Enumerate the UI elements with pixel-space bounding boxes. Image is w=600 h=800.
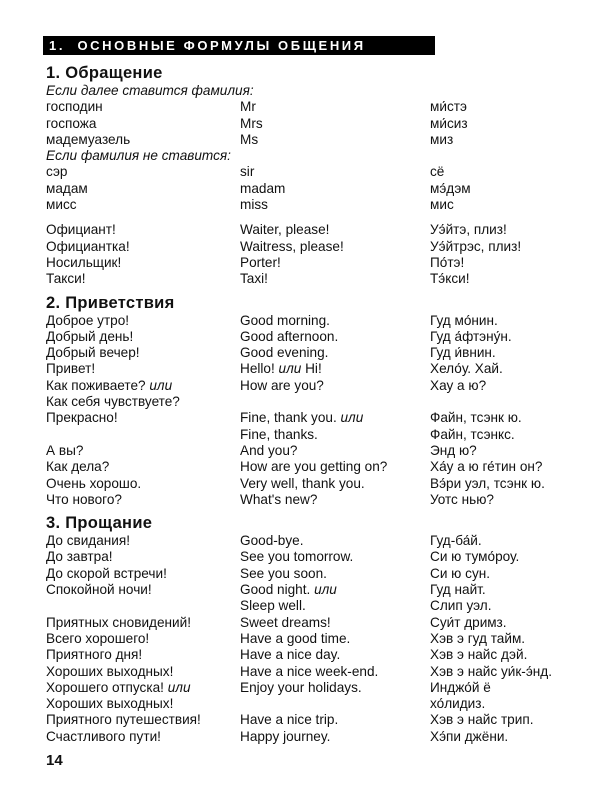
phrase-text: Have a nice day. [240, 647, 341, 663]
or-label: или [278, 361, 302, 377]
phrase-text: Официант! [46, 222, 116, 238]
english-phrase [240, 116, 263, 132]
or-label: или [149, 377, 173, 393]
phrase-content [46, 64, 566, 751]
phrase-row [46, 492, 566, 508]
english-phrase [240, 181, 285, 197]
transcription [430, 255, 464, 271]
english-phrase [240, 615, 331, 631]
russian-phrase [46, 476, 141, 492]
transcription [430, 443, 477, 459]
russian-phrase [46, 549, 113, 565]
russian-phrase [46, 181, 88, 197]
russian-phrase [46, 664, 173, 680]
english-phrase [240, 329, 338, 345]
phrase-text: мадам [46, 180, 88, 196]
english-phrase [240, 222, 329, 238]
russian-phrase [46, 222, 116, 238]
phrase-text: How are you? [240, 377, 324, 393]
transcription [430, 99, 467, 115]
phrase-row [46, 549, 566, 565]
phrase-text: Как себя чувствуете? [46, 394, 180, 410]
russian-phrase [46, 566, 167, 582]
transcription [430, 239, 521, 255]
phrase-row [46, 132, 566, 148]
transcription [430, 566, 490, 582]
phrase-row [46, 394, 566, 410]
phrase-text: Porter! [240, 254, 281, 270]
transcription [430, 271, 470, 287]
english-phrase [240, 255, 281, 271]
section [46, 64, 566, 288]
transcription [430, 345, 496, 361]
english-phrase [240, 132, 258, 148]
phrase-text: госпожа [46, 115, 97, 131]
phrase-text: Enjoy your holidays. [240, 679, 362, 695]
phrase-text: Хау а ю? [430, 377, 487, 393]
phrase-text: Гуд найт. [430, 582, 486, 598]
phrase-text: What's new? [240, 491, 318, 507]
phrase-text: Good-bye. [240, 533, 304, 549]
phrase-text: Привет! [46, 361, 96, 377]
phrase-text: Такси! [46, 271, 86, 287]
phrase-text: Good morning. [240, 312, 330, 328]
phrase-text: Добрый вечер! [46, 345, 140, 361]
phrase-text: Инджо́й ё [430, 679, 491, 695]
phrase-row [46, 427, 566, 443]
transcription [430, 631, 525, 647]
transcription [430, 378, 486, 394]
phrase-text: Hi! [301, 361, 322, 377]
russian-phrase [46, 345, 140, 361]
phrase-row [46, 410, 566, 426]
phrase-row [46, 566, 566, 582]
phrase-text: Mr [240, 99, 256, 115]
phrase-row [46, 680, 566, 696]
phrase-text: сё [430, 164, 445, 180]
phrase-text: До свидания! [46, 533, 131, 549]
phrase-text: Энд ю? [430, 442, 477, 458]
phrase-row [46, 197, 566, 213]
phrase-text: Fine, thank you. [240, 410, 341, 426]
section-note: Если фамилия не ставится: [46, 148, 231, 164]
section-title: 2. Приветствия [46, 293, 175, 312]
phrase-text: Приятного путешествия! [46, 712, 201, 728]
phrase-row [46, 255, 566, 271]
phrase-text: До завтра! [46, 549, 113, 565]
english-phrase [240, 427, 318, 443]
phrase-text: хо́лидиз. [430, 696, 486, 712]
phrase-text: Очень хорошо. [46, 475, 142, 491]
phrase-text: Хэв э найс уи́к-э́нд. [430, 663, 552, 679]
transcription [430, 222, 507, 238]
russian-phrase [46, 164, 67, 180]
phrase-text: Тэ́кси! [430, 271, 470, 287]
english-phrase [240, 664, 378, 680]
phrase-row [46, 664, 566, 680]
phrase-row [46, 313, 566, 329]
phrase-text: Уэ́йтрэс, плиз! [430, 238, 522, 254]
english-phrase [240, 566, 327, 582]
phrase-row [46, 164, 566, 180]
phrase-text: sir [240, 164, 255, 180]
phrase-row [46, 239, 566, 255]
phrase-row [46, 329, 566, 345]
phrase-text: Ха́у а ю ге́тин он? [430, 459, 543, 475]
phrase-text: Хэ́пи джёни. [430, 728, 509, 744]
russian-phrase [46, 378, 172, 394]
section [46, 294, 566, 509]
phrase-text: Good afternoon. [240, 328, 339, 344]
transcription [430, 329, 512, 345]
transcription [430, 729, 508, 745]
phrase-text: miss [240, 197, 268, 213]
phrase-row [46, 99, 566, 115]
phrase-text: Суи́т дримз. [430, 614, 507, 630]
transcription [430, 459, 542, 475]
phrase-text: До скорой встречи! [46, 565, 167, 581]
phrase-text: See you tomorrow. [240, 549, 354, 565]
transcription [430, 549, 519, 565]
russian-phrase [46, 443, 83, 459]
english-phrase [240, 271, 268, 287]
chapter-header: 1. ОСНОВНЫЕ ФОРМУЛЫ ОБЩЕНИЯ [43, 36, 435, 55]
phrase-text: Waiter, please! [240, 222, 330, 238]
phrase-text: Добрый день! [46, 328, 134, 344]
phrase-text: мэ́дэм [430, 180, 471, 196]
phrase-text: See you soon. [240, 565, 327, 581]
phrase-text: ми́сиз [430, 115, 468, 131]
phrase-row [46, 533, 566, 549]
phrase-text: Happy journey. [240, 728, 331, 744]
or-label: или [314, 582, 337, 598]
phrase-text: Good evening. [240, 345, 329, 361]
phrase-text: How are you getting on? [240, 459, 388, 475]
phrase-row [46, 459, 566, 475]
transcription [430, 410, 522, 426]
transcription [430, 313, 498, 329]
english-phrase [240, 476, 365, 492]
english-phrase [240, 164, 254, 180]
english-phrase [240, 378, 324, 394]
phrase-text: Вэ́ри уэл, тсэнк ю. [430, 475, 545, 491]
english-phrase [240, 549, 353, 565]
phrase-text: Хэв э гуд тайм. [430, 630, 526, 646]
russian-phrase [46, 680, 191, 696]
phrase-text: Приятного дня! [46, 647, 143, 663]
phrase-row [46, 712, 566, 728]
phrase-text: миз [430, 131, 454, 147]
phrase-row [46, 181, 566, 197]
transcription [430, 696, 485, 712]
section [46, 514, 566, 745]
phrase-text: мис [430, 197, 454, 213]
phrase-text: Hello! [240, 361, 279, 377]
phrase-text: Have a nice week-end. [240, 663, 379, 679]
phrase-row [46, 598, 566, 614]
english-phrase [240, 680, 362, 696]
transcription [430, 533, 482, 549]
transcription [430, 132, 453, 148]
transcription [430, 615, 507, 631]
phrase-text: Что нового? [46, 491, 122, 507]
phrase-text: Хорошего отпуска! [46, 679, 168, 695]
phrase-row [46, 222, 566, 238]
transcription [430, 492, 494, 508]
phrase-text: Спокойной ночи! [46, 582, 152, 598]
phrase-text: Very well, thank you. [240, 475, 365, 491]
russian-phrase [46, 313, 129, 329]
phrase-row [46, 271, 566, 287]
english-phrase [240, 459, 387, 475]
phrase-text: Си ю тумо́роу. [430, 549, 520, 565]
phrase-text: Носильщик! [46, 254, 122, 270]
section-title: 3. Прощание [46, 514, 153, 533]
english-phrase [240, 729, 330, 745]
phrase-row [46, 696, 566, 712]
phrase-text: Как поживаете? [46, 377, 150, 393]
phrase-text: Файн, тсэнкс. [430, 426, 515, 442]
russian-phrase [46, 631, 149, 647]
russian-phrase [46, 132, 130, 148]
transcription [430, 164, 444, 180]
phrase-text: Taxi! [240, 271, 268, 287]
english-phrase [240, 647, 340, 663]
transcription [430, 647, 527, 663]
transcription [430, 582, 486, 598]
russian-phrase [46, 492, 122, 508]
phrase-text: Уэ́йтэ, плиз! [430, 222, 507, 238]
or-label: или [340, 410, 364, 426]
phrase-text: Хороших выходных! [46, 663, 174, 679]
phrase-text: ми́стэ [430, 99, 467, 115]
english-phrase [240, 492, 317, 508]
phrase-text: Ms [240, 131, 259, 147]
russian-phrase [46, 361, 95, 377]
section-title: 1. Обращение [46, 64, 163, 82]
russian-phrase [46, 271, 86, 287]
phrase-text: Waitress, please! [240, 238, 344, 254]
russian-phrase [46, 329, 133, 345]
phrase-text: Уотс нью? [430, 491, 494, 507]
phrase-row [46, 443, 566, 459]
phrase-text: Гуд а́фтэну́н. [430, 328, 512, 344]
transcription [430, 664, 552, 680]
phrase-row [46, 345, 566, 361]
transcription [430, 476, 545, 492]
russian-phrase [46, 459, 109, 475]
or-label: или [167, 679, 191, 695]
phrase-text: Гуд мо́нин. [430, 312, 498, 328]
phrase-text: Гуд и́внин. [430, 345, 496, 361]
russian-phrase [46, 410, 118, 426]
english-phrase [240, 598, 306, 614]
phrase-text: Доброе утро! [46, 312, 130, 328]
phrase-text: Приятных сновидений! [46, 614, 192, 630]
phrase-text: Гуд-ба́й. [430, 533, 482, 549]
phrase-text: господин [46, 99, 103, 115]
page-number: 14 [46, 752, 63, 769]
english-phrase [240, 533, 303, 549]
phrase-row [46, 476, 566, 492]
phrase-text: мисс [46, 197, 77, 213]
phrase-text: Хороших выходных! [46, 696, 174, 712]
phrase-text: Хело́у. Хай. [430, 361, 503, 377]
russian-phrase [46, 696, 173, 712]
transcription [430, 116, 468, 132]
phrase-row [46, 116, 566, 132]
phrase-row [46, 582, 566, 598]
phrase-text: Have a good time. [240, 630, 351, 646]
english-phrase [240, 239, 344, 255]
russian-phrase [46, 533, 130, 549]
russian-phrase [46, 712, 201, 728]
phrase-text: Have a nice trip. [240, 712, 339, 728]
phrase-text: мадемуазель [46, 131, 131, 147]
english-phrase [240, 197, 268, 213]
russian-phrase [46, 582, 152, 598]
phrase-text: Как дела? [46, 459, 110, 475]
phrase-text: Sweet dreams! [240, 614, 331, 630]
english-phrase [240, 631, 350, 647]
phrase-row [46, 729, 566, 745]
phrase-text: Sleep well. [240, 598, 306, 614]
english-phrase [240, 712, 338, 728]
russian-phrase [46, 394, 180, 410]
phrase-text: Прекрасно! [46, 410, 118, 426]
phrase-text: Слип уэл. [430, 598, 492, 614]
english-phrase [240, 410, 363, 426]
phrase-row [46, 647, 566, 663]
russian-phrase [46, 197, 77, 213]
russian-phrase [46, 255, 121, 271]
phrase-text: А вы? [46, 442, 84, 458]
phrase-text: Mrs [240, 115, 263, 131]
phrase-text: Си ю сун. [430, 565, 491, 581]
transcription [430, 427, 515, 443]
english-phrase [240, 361, 322, 377]
phrase-text: Счастливого пути! [46, 728, 161, 744]
phrase-text: madam [240, 180, 286, 196]
russian-phrase [46, 99, 103, 115]
transcription [430, 712, 533, 728]
russian-phrase [46, 116, 96, 132]
phrase-text: сэр [46, 164, 68, 180]
phrase-text: Хэв э найс дэй. [430, 647, 528, 663]
english-phrase [240, 443, 297, 459]
section-note: Если далее ставится фамилия: [46, 83, 254, 98]
phrase-text: Good night. [240, 582, 315, 598]
phrase-row [46, 378, 566, 394]
phrase-text: Всего хорошего! [46, 630, 150, 646]
transcription [430, 598, 491, 614]
russian-phrase [46, 647, 142, 663]
phrase-text: Официантка! [46, 238, 130, 254]
transcription [430, 181, 471, 197]
english-phrase [240, 345, 328, 361]
phrase-row [46, 361, 566, 377]
phrase-text: По́тэ! [430, 254, 465, 270]
russian-phrase [46, 729, 161, 745]
russian-phrase [46, 239, 130, 255]
transcription [430, 680, 491, 696]
phrase-row [46, 615, 566, 631]
transcription [430, 361, 503, 377]
phrase-text: Файн, тсэнк ю. [430, 410, 522, 426]
phrase-row [46, 631, 566, 647]
english-phrase [240, 99, 256, 115]
phrase-text: Хэв э найс трип. [430, 712, 534, 728]
transcription [430, 197, 454, 213]
russian-phrase [46, 615, 191, 631]
phrase-text: And you? [240, 442, 298, 458]
english-phrase [240, 313, 330, 329]
english-phrase [240, 582, 337, 598]
phrase-text: Fine, thanks. [240, 426, 318, 442]
